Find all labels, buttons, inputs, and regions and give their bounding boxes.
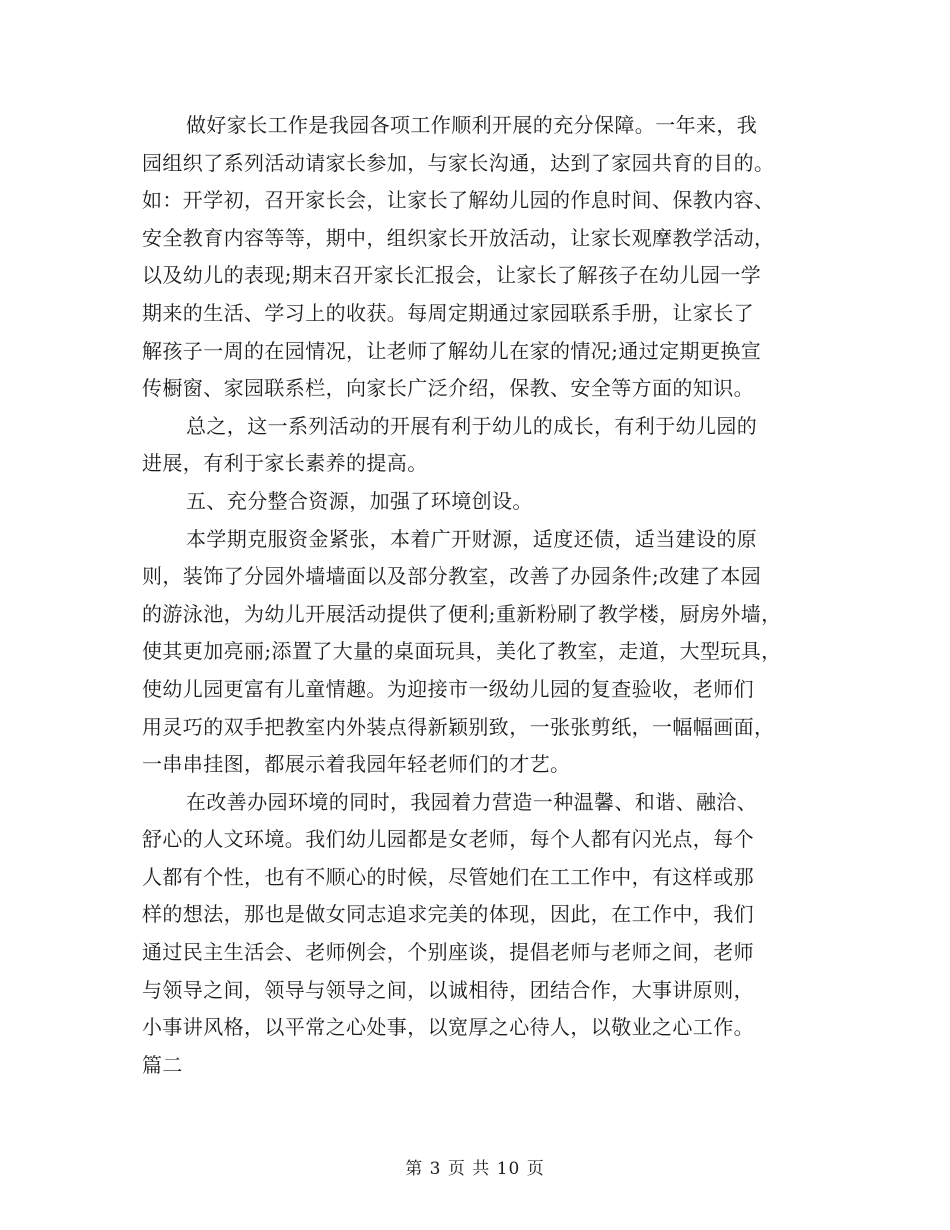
text-line: 安全教育内容等等，期中，组织家长开放活动，让家长观摩教学活动， [142, 225, 775, 250]
text-line: 做好家长工作是我园各项工作顺利开展的充分保障。一年来，我 [186, 113, 758, 137]
text-line: 则，装饰了分园外墙墙面以及部分教室，改善了办园条件;改建了本园 [142, 564, 762, 589]
text-line: 五、充分整合资源，加强了环境创设。 [186, 488, 533, 513]
text-line: 园组织了系列活动请家长参加，与家长沟通，达到了家园共育的目的。 [142, 150, 775, 175]
text-line: 的游泳池，为幼儿开展活动提供了便利;重新粉刷了教学楼，厨房外墙， [142, 601, 782, 626]
text-line: 以及幼儿的表现;期末召开家长汇报会，让家长了解孩子在幼儿园一学 [142, 263, 762, 288]
text-line: 进展，有利于家长素养的提高。 [142, 451, 428, 476]
text-line: 舒心的人文环境。我们幼儿园都是女老师，每个人都有闪光点，每个 [142, 827, 754, 852]
text-line: 期来的生活、学习上的收获。每周定期通过家园联系手册，让家长了 [142, 300, 754, 325]
text-line: 解孩子一周的在园情况，让老师了解幼儿在家的情况;通过定期更换宣 [142, 338, 762, 363]
text-line: 使其更加亮丽;添置了大量的桌面玩具，美化了教室，走道，大型玩具， [142, 639, 782, 664]
text-line: 一串串挂图，都展示着我园年轻老师们的才艺。 [142, 752, 571, 777]
text-line: 样的想法，那也是做女同志追求完美的体现，因此，在工作中，我们 [142, 902, 754, 927]
text-line: 传橱窗、家园联系栏，向家长广泛介绍，保教、安全等方面的知识。 [142, 376, 754, 401]
document-body [142, 110, 832, 1087]
text-line: 总之，这一系列活动的开展有利于幼儿的成长，有利于幼儿园的 [186, 413, 758, 438]
text-line: 篇二 [142, 1052, 183, 1077]
text-line: 使幼儿园更富有儿童情趣。为迎接市一级幼儿园的复查验收，老师们 [142, 676, 754, 701]
text-line: 如：开学初，召开家长会，让家长了解幼儿园的作息时间、保教内容、 [142, 188, 775, 213]
text-line: 小事讲风格，以平常之心处事，以宽厚之心待人，以敬业之心工作。 [142, 1015, 754, 1040]
text-line: 人都有个性，也有不顺心的时候，尽管她们在工工作中，有这样或那 [142, 864, 754, 889]
text-line: 用灵巧的双手把教室内外装点得新颖别致，一张张剪纸，一幅幅画面， [142, 714, 775, 739]
text-line: 在改善办园环境的同时，我园着力营造一种温馨、和谐、融洽、 [186, 789, 758, 814]
text-line: 本学期克服资金紧张，本着广开财源，适度还债，适当建设的原 [186, 526, 758, 551]
text-line: 与领导之间，领导与领导之间，以诚相待，团结合作，大事讲原则， [142, 977, 754, 1002]
text-line: 通过民主生活会、老师例会，个别座谈，提倡老师与老师之间，老师 [142, 940, 754, 965]
page-footer: 第 3 页 共 10 页 [405, 1159, 545, 1179]
